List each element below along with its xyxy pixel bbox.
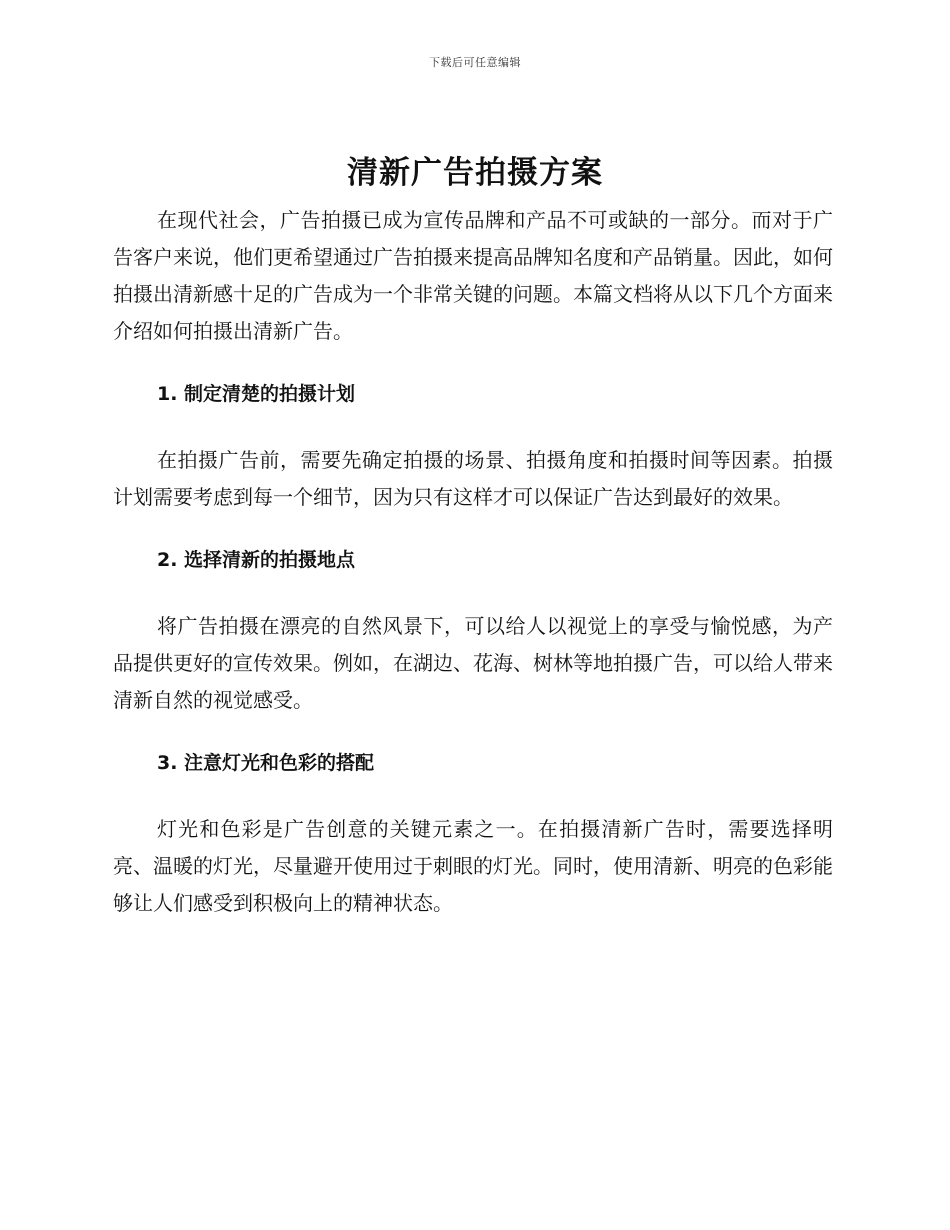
section-1-heading: 1. 制定清楚的拍摄计划: [157, 383, 356, 405]
section-3-heading: 3. 注意灯光和色彩的搭配: [157, 752, 375, 774]
section-3-body: 灯光和色彩是广告创意的关键元素之一。在拍摄清新广告时，需要选择明亮、温暖的灯光，尽量避开使用过于刺眼的灯光。同时，使用清新、明亮的色彩能够让人们感受到积极向上的精神状态。: [113, 817, 833, 915]
section-2-body: 将广告拍摄在漂亮的自然风景下，可以给人以视觉上的享受与愉悦感，为产品提供更好的宣传效果。例如，在湖边、花海、树林等地拍摄广告，可以给人带来清新自然的视觉感受。: [113, 614, 833, 712]
section-1-body: 在拍摄广告前，需要先确定拍摄的场景、拍摄角度和拍摄时间等因素。拍摄计划需要考虑到每一个细节，因为只有这样才可以保证广告达到最好的效果。: [113, 448, 833, 509]
section-2-heading: 2. 选择清新的拍摄地点: [157, 549, 356, 571]
document-title: 清新广告拍摄方案: [347, 155, 603, 191]
document-body: [113, 202, 833, 922]
header-note: 下载后可任意编辑: [429, 56, 521, 69]
intro-paragraph: 在现代社会，广告拍摄已成为宣传品牌和产品不可或缺的一部分。而对于广告客户来说，他们更希望通过广告拍摄来提高品牌知名度和产品销量。因此，如何拍摄出清新感十足的广告成为一个非常关键的问题。本篇文档将从以下几个方面来介绍如何拍摄出清新广告。: [113, 208, 833, 343]
